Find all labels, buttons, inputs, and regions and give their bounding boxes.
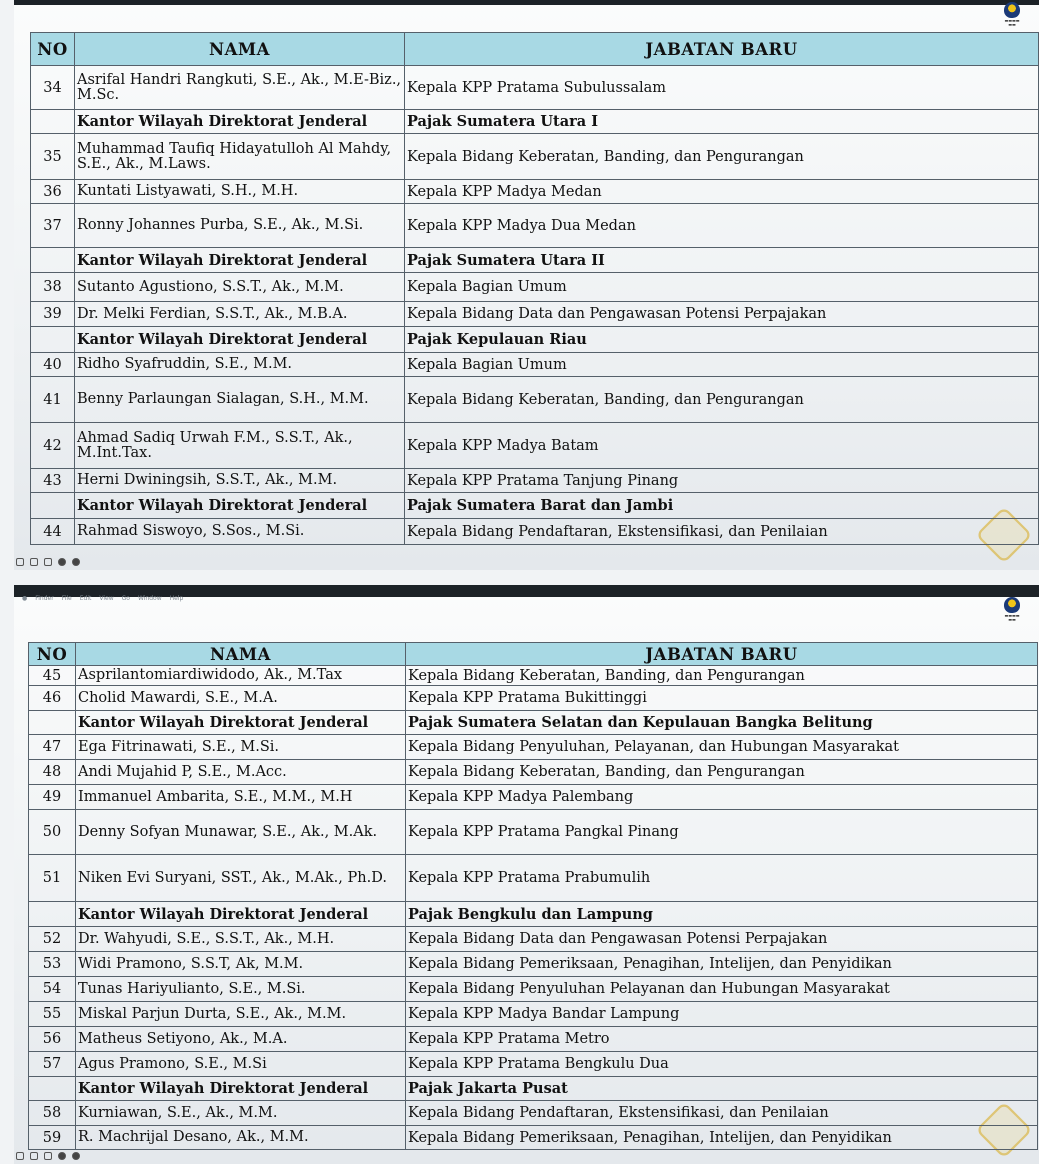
region-no-cell [29,1077,76,1101]
region-name-left: Kantor Wilayah Direktorat Jenderal [75,493,405,519]
region-name-right: Pajak Sumatera Utara II [405,248,1039,273]
region-name-right: Pajak Sumatera Utara I [405,110,1039,134]
table-row [29,810,1038,855]
person-name: Widi Pramono, S.S.T, Ak, M.M. [76,952,406,977]
row-number: 54 [29,977,76,1002]
table-row [29,686,1038,711]
appointment-table [30,32,1039,545]
table-row [29,666,1038,686]
person-name: Cholid Mawardi, S.E., M.A. [76,686,406,711]
position-title: Kepala Bidang Keberatan, Banding, dan Pengurangan [406,760,1038,785]
row-number: 55 [29,1002,76,1027]
region-name-left: Kantor Wilayah Direktorat Jenderal [75,110,405,134]
row-number: 45 [29,666,76,686]
region-name-right: Pajak Jakarta Pusat [406,1077,1038,1101]
person-name: Ridho Syafruddin, S.E., M.M. [75,353,405,377]
region-name-right: Pajak Kepulauan Riau [405,327,1039,353]
row-number: 48 [29,760,76,785]
person-name: Kurniawan, S.E., Ak., M.M. [76,1101,406,1126]
row-number: 58 [29,1101,76,1126]
region-name-right: Pajak Sumatera Selatan dan Kepulauan Bangka Belitung [406,711,1038,735]
person-name: Ega Fitrinawati, S.E., M.Si. [76,735,406,760]
position-title: Kepala Bidang Data dan Pengawasan Potensi Perpajakan [405,302,1039,327]
table-row [31,377,1039,423]
control-icon[interactable] [30,1152,38,1160]
row-number: 38 [31,273,75,302]
position-title: Kepala Bidang Penyuluhan, Pelayanan, dan Hubungan Masyarakat [406,735,1038,760]
table-row [31,273,1039,302]
row-number: 46 [29,686,76,711]
player-controls[interactable] [16,557,146,567]
row-number: 42 [31,423,75,469]
region-name-right: Pajak Bengkulu dan Lampung [406,902,1038,927]
person-name: Benny Parlaungan Sialagan, S.H., M.M. [75,377,405,423]
person-name: R. Machrijal Desano, Ak., M.M. [76,1126,406,1150]
control-icon[interactable] [72,1152,80,1160]
table-row [31,353,1039,377]
control-icon[interactable] [58,1152,66,1160]
row-number: 57 [29,1052,76,1077]
row-number: 35 [31,134,75,180]
table-header-row [31,33,1039,66]
region-header-row [31,493,1039,519]
position-title: Kepala KPP Madya Dua Medan [405,204,1039,248]
window-top-bar [14,0,1039,5]
position-title: Kepala KPP Pratama Tanjung Pinang [405,469,1039,493]
person-name: Dr. Melki Ferdian, S.S.T., Ak., M.B.A. [75,302,405,327]
control-icon[interactable] [30,558,38,566]
person-name: Agus Pramono, S.E., M.Si [76,1052,406,1077]
player-controls[interactable] [16,1151,146,1161]
row-number: 34 [31,66,75,110]
header-jabatan: JABATAN BARU [406,643,1038,666]
position-title: Kepala Bidang Keberatan, Banding, dan Pengurangan [405,377,1039,423]
row-number: 52 [29,927,76,952]
position-title: Kepala KPP Pratama Pangkal Pinang [406,810,1038,855]
position-title: Kepala KPP Madya Palembang [406,785,1038,810]
region-no-cell [29,711,76,735]
position-title: Kepala Bidang Data dan Pengawasan Potensi Perpajakan [406,927,1038,952]
row-number: 59 [29,1126,76,1150]
row-number: 53 [29,952,76,977]
person-name: Niken Evi Suryani, SST., Ak., M.Ak., Ph.D. [76,855,406,902]
person-name: Asprilantomiardiwidodo, Ak., M.Tax [76,666,406,686]
table-row [29,735,1038,760]
position-title: Kepala KPP Madya Bandar Lampung [406,1002,1038,1027]
table-row [29,1027,1038,1052]
region-header-row [29,902,1038,927]
region-header-row [29,1077,1038,1101]
header-jabatan: JABATAN BARU [405,33,1039,66]
control-icon[interactable] [16,1152,24,1160]
table-row [29,785,1038,810]
table-row [29,1052,1038,1077]
position-title: Kepala KPP Madya Medan [405,180,1039,204]
row-number: 51 [29,855,76,902]
region-no-cell [31,110,75,134]
position-title: Kepala KPP Madya Batam [405,423,1039,469]
control-icon[interactable] [58,558,66,566]
position-title: Kepala KPP Pratama Subulussalam [405,66,1039,110]
position-title: Kepala Bagian Umum [405,353,1039,377]
region-name-left: Kantor Wilayah Direktorat Jenderal [76,902,406,927]
position-title: Kepala Bidang Keberatan, Banding, dan Pengurangan [406,666,1038,686]
position-title: Kepala Bidang Keberatan, Banding, dan Pengurangan [405,134,1039,180]
person-name: Kuntati Listyawati, S.H., M.H. [75,180,405,204]
table-row [29,855,1038,902]
region-header-row [31,110,1039,134]
table-row [31,519,1039,545]
slide-screen-1 [14,0,1039,570]
row-number: 56 [29,1027,76,1052]
row-number: 39 [31,302,75,327]
app-menu-bar: ● Finder File Edit View Go Window Help [14,585,1039,597]
row-number: 49 [29,785,76,810]
control-icon[interactable] [72,558,80,566]
position-title: Kepala KPP Pratama Bukittinggi [406,686,1038,711]
position-title: Kepala KPP Pratama Metro [406,1027,1038,1052]
table-row [31,423,1039,469]
region-no-cell [31,327,75,353]
table-row [31,180,1039,204]
person-name: Ahmad Sadiq Urwah F.M., S.S.T., Ak., M.Int.Tax. [75,423,405,469]
table-row [29,977,1038,1002]
person-name: Immanuel Ambarita, S.E., M.M., M.H [76,785,406,810]
person-name: Dr. Wahyudi, S.E., S.S.T., Ak., M.H. [76,927,406,952]
table-row [29,760,1038,785]
position-title: Kepala Bidang Pemeriksaan, Penagihan, Intelijen, dan Penyidikan [406,952,1038,977]
ministry-logo-icon: ▬▬▬▬ ▬▬ [997,597,1027,623]
appointment-table [28,642,1038,1150]
region-no-cell [31,248,75,273]
region-name-left: Kantor Wilayah Direktorat Jenderal [76,711,406,735]
control-icon[interactable] [44,1152,52,1160]
header-no: NO [29,643,76,666]
position-title: Kepala Bagian Umum [405,273,1039,302]
person-name: Asrifal Handri Rangkuti, S.E., Ak., M.E-Biz., M.Sc. [75,66,405,110]
table-row [31,134,1039,180]
person-name: Tunas Hariyulianto, S.E., M.Si. [76,977,406,1002]
table-row [31,302,1039,327]
region-name-left: Kantor Wilayah Direktorat Jenderal [76,1077,406,1101]
header-no: NO [31,33,75,66]
person-name: Ronny Johannes Purba, S.E., Ak., M.Si. [75,204,405,248]
ministry-logo-icon: ▬▬▬▬ ▬▬ [997,2,1027,28]
position-title: Kepala KPP Pratama Bengkulu Dua [406,1052,1038,1077]
person-name: Matheus Setiyono, Ak., M.A. [76,1027,406,1052]
row-number: 41 [31,377,75,423]
region-name-left: Kantor Wilayah Direktorat Jenderal [75,327,405,353]
region-no-cell [29,902,76,927]
region-name-right: Pajak Sumatera Barat dan Jambi [405,493,1039,519]
row-number: 47 [29,735,76,760]
region-header-row [31,327,1039,353]
region-name-left: Kantor Wilayah Direktorat Jenderal [75,248,405,273]
table-header-row [29,643,1038,666]
row-number: 50 [29,810,76,855]
position-title: Kepala Bidang Penyuluhan Pelayanan dan Hubungan Masyarakat [406,977,1038,1002]
row-number: 37 [31,204,75,248]
header-nama: NAMA [76,643,406,666]
header-nama: NAMA [75,33,405,66]
slide-screen-2 [14,585,1039,1164]
person-name: Muhammad Taufiq Hidayatulloh Al Mahdy, S.E., Ak., M.Laws. [75,134,405,180]
table-row [29,1126,1038,1150]
table-row [31,469,1039,493]
position-title: Kepala Bidang Pemeriksaan, Penagihan, Intelijen, dan Penyidikan [406,1126,1038,1150]
region-header-row [31,248,1039,273]
row-number: 43 [31,469,75,493]
position-title: Kepala Bidang Pendaftaran, Ekstensifikasi, dan Penilaian [405,519,1039,545]
table-row [31,66,1039,110]
position-title: Kepala KPP Pratama Prabumulih [406,855,1038,902]
region-header-row [29,711,1038,735]
person-name: Andi Mujahid P, S.E., M.Acc. [76,760,406,785]
table-row [31,204,1039,248]
region-no-cell [31,493,75,519]
control-icon[interactable] [16,558,24,566]
row-number: 44 [31,519,75,545]
table-row [29,1101,1038,1126]
person-name: Sutanto Agustiono, S.S.T., Ak., M.M. [75,273,405,302]
person-name: Denny Sofyan Munawar, S.E., Ak., M.Ak. [76,810,406,855]
person-name: Rahmad Siswoyo, S.Sos., M.Si. [75,519,405,545]
position-title: Kepala Bidang Pendaftaran, Ekstensifikasi, dan Penilaian [406,1101,1038,1126]
table-row [29,1002,1038,1027]
person-name: Herni Dwiningsih, S.S.T., Ak., M.M. [75,469,405,493]
row-number: 40 [31,353,75,377]
row-number: 36 [31,180,75,204]
table-row [29,952,1038,977]
table-row [29,927,1038,952]
control-icon[interactable] [44,558,52,566]
person-name: Miskal Parjun Durta, S.E., Ak., M.M. [76,1002,406,1027]
